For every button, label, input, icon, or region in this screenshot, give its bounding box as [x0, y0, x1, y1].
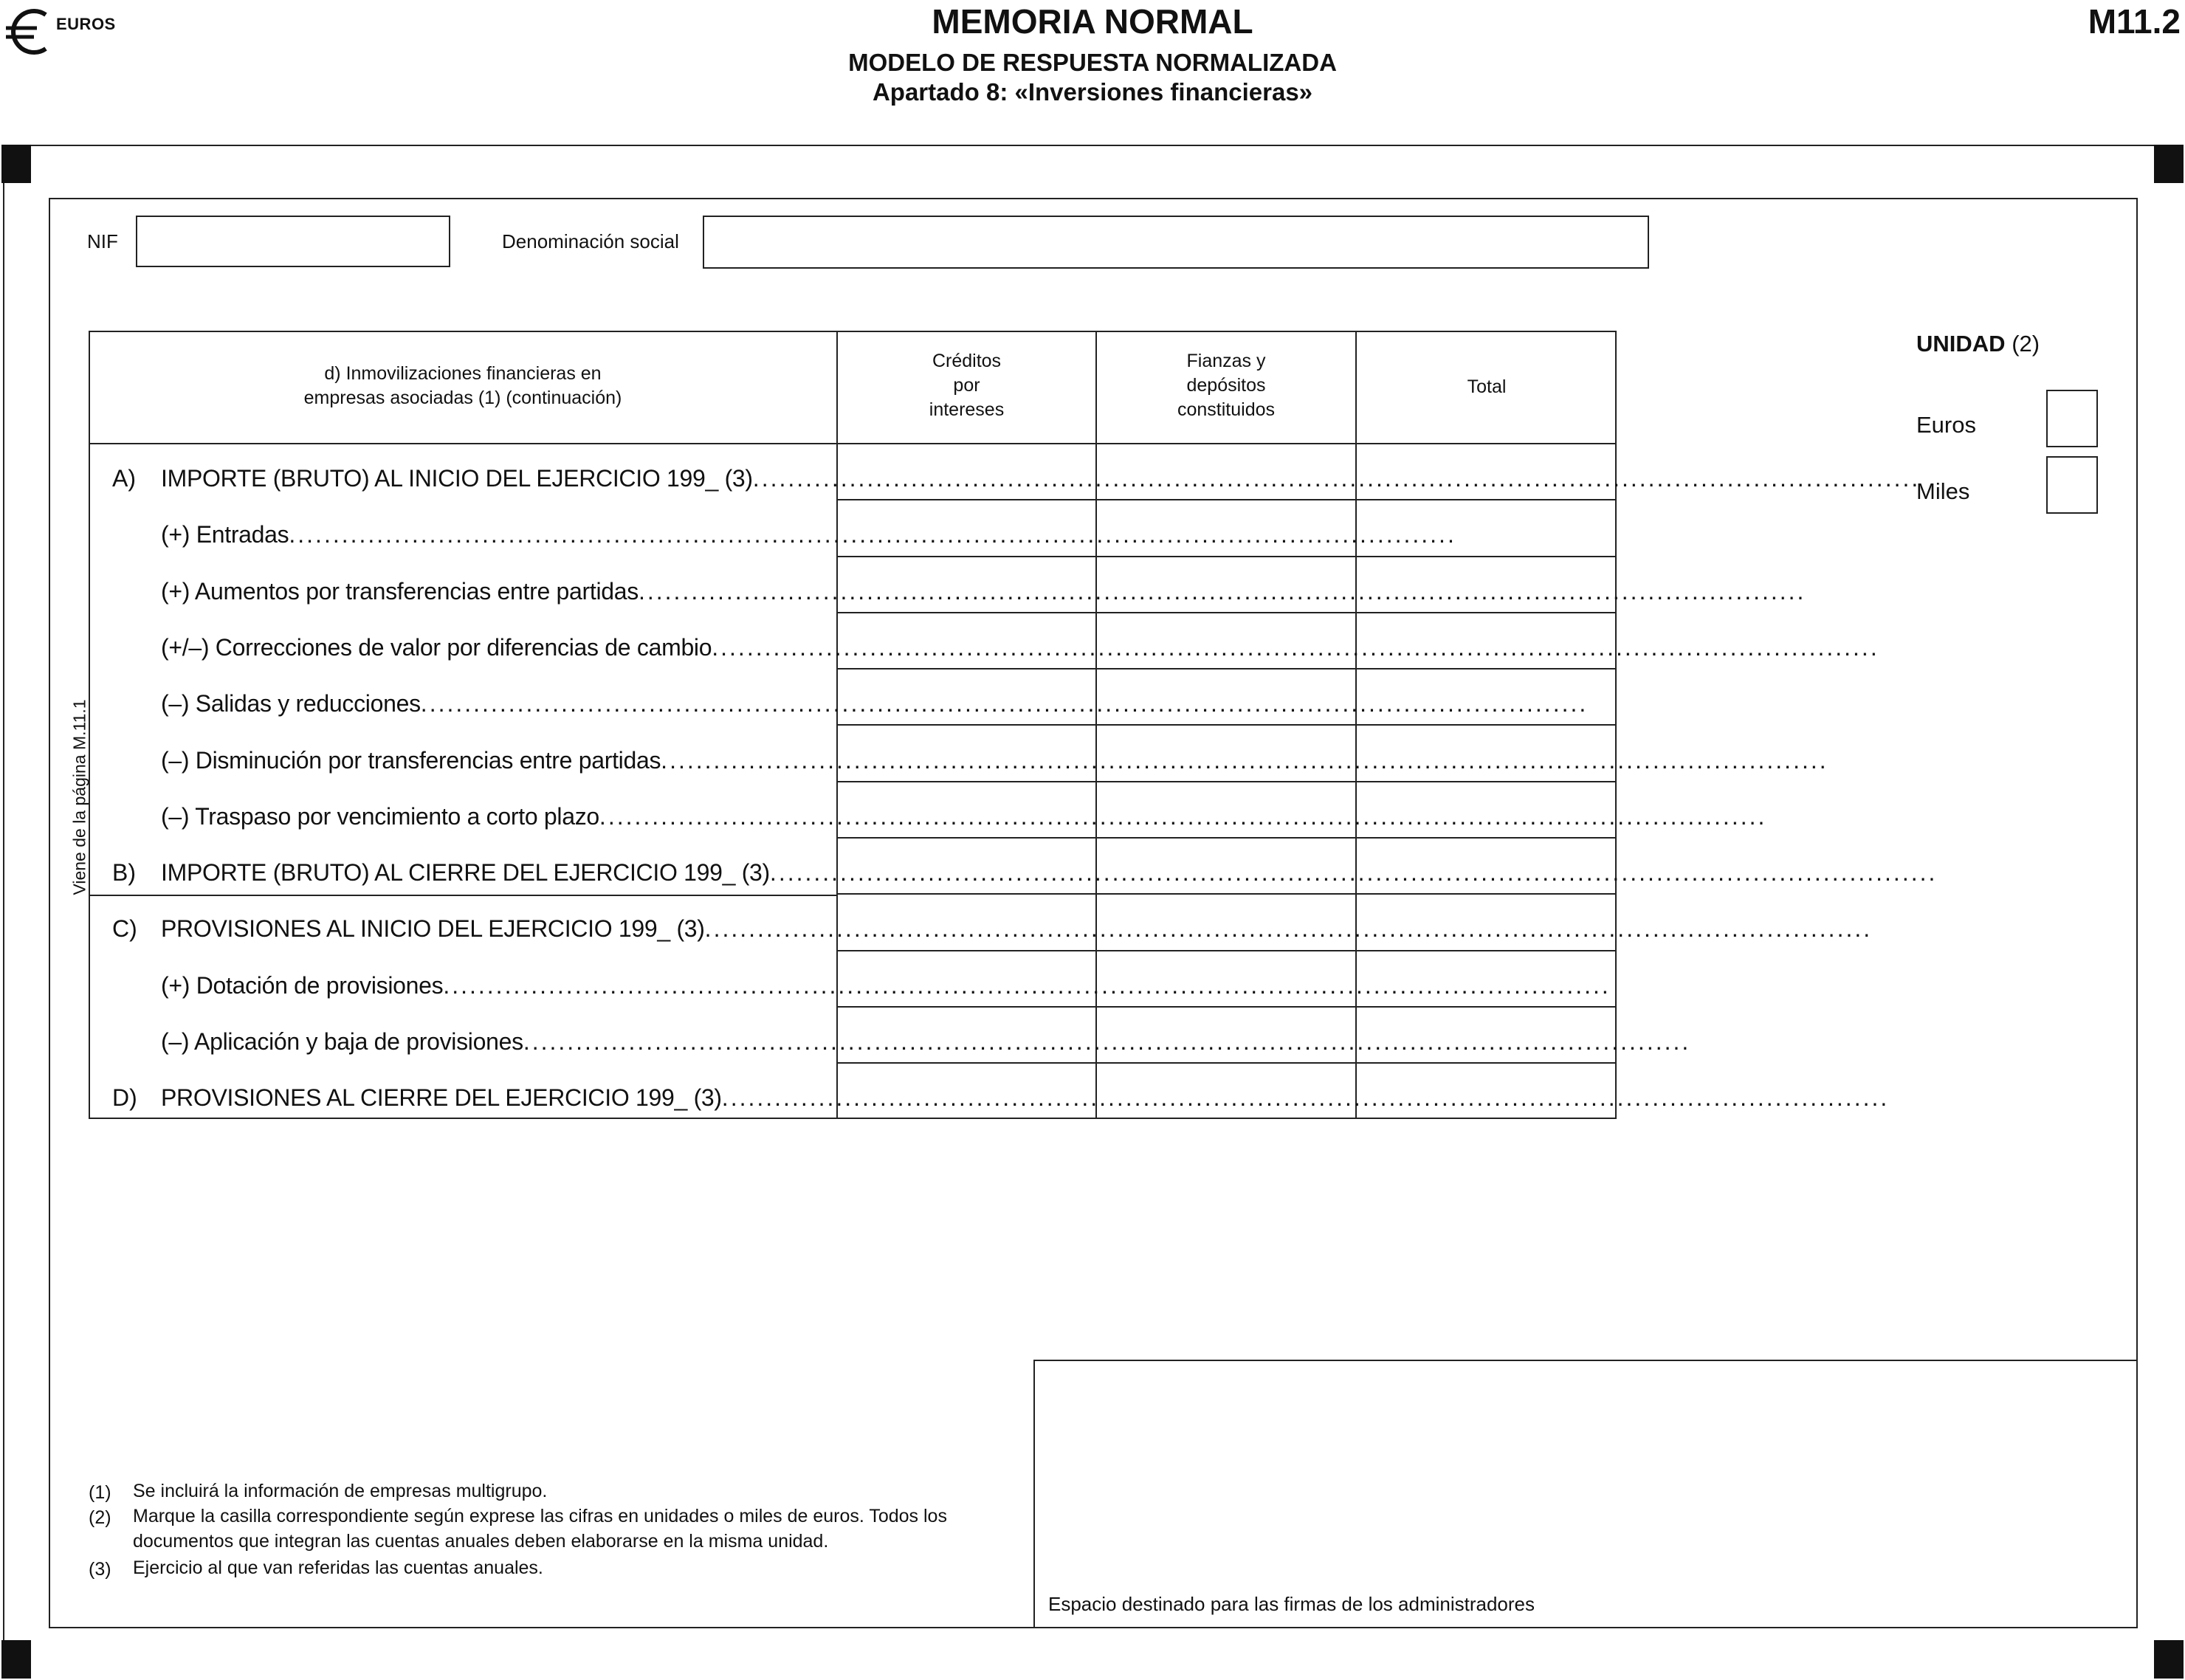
table-cell[interactable] [838, 895, 1095, 951]
row-text: (–) Disminución por transferencias entre partidas [161, 746, 661, 774]
dot-leader: ..................................................................................................................................... [289, 521, 1456, 548]
dot-leader: ..................................................................................................................................... [661, 746, 1828, 774]
table-cell[interactable] [1097, 500, 1355, 557]
nif-field[interactable] [136, 216, 450, 267]
unit-euros-checkbox[interactable] [2046, 390, 2098, 447]
table-cell[interactable] [838, 782, 1095, 839]
unidad-note: (2) [2012, 331, 2040, 357]
row-text: IMPORTE (BRUTO) AL CIERRE DEL EJERCICIO 199_ (3) [161, 859, 770, 887]
row-letter: D) [112, 1084, 137, 1112]
row-letter: A) [112, 465, 136, 492]
row-text: (+/–) Correcciones de valor por diferencias de cambio [161, 633, 712, 661]
footnote-text [133, 1478, 547, 1504]
side-note: Viene de la página M.11.1 [69, 699, 89, 895]
dot-leader: ..................................................................................................................................... [712, 633, 1879, 661]
table-row-label [161, 971, 1611, 999]
table-cell[interactable] [838, 951, 1095, 1008]
column-header-fianzas [1097, 349, 1355, 422]
registration-mark [2154, 1640, 2184, 1679]
row-letter: C) [112, 915, 137, 943]
table-row-label [161, 633, 1879, 661]
footnote-line: Se incluirá la información de empresas multigrupo. [133, 1481, 548, 1501]
table-cell[interactable] [838, 613, 1095, 669]
row-text: (+) Dotación de provisiones [161, 971, 444, 999]
table-cell[interactable] [1357, 1008, 1617, 1064]
row-text: (–) Salidas y reducciones [161, 690, 421, 717]
unit-miles-checkbox[interactable] [2046, 456, 2098, 514]
dot-leader: ..................................................................................................................................... [443, 971, 1611, 999]
table-cell[interactable] [838, 839, 1095, 895]
table-header-line: empresas asociadas (1) (continuación) [303, 388, 622, 408]
denominacion-field[interactable] [703, 216, 1649, 269]
unidad-title: UNIDAD [1916, 331, 2006, 357]
currency-label: EUROS [56, 15, 116, 33]
table-row-label [161, 746, 1828, 774]
footnote-line: Ejercicio al que van referidas las cuentas anuales. [133, 1557, 543, 1578]
dot-leader: ..................................................................................................................................... [704, 915, 1873, 943]
unit-euros-label: Euros [1916, 412, 1976, 438]
column-header-line: depósitos [1186, 375, 1266, 396]
table-cell[interactable] [1097, 1064, 1355, 1120]
table-cell[interactable] [838, 557, 1095, 613]
row-text: PROVISIONES AL CIERRE DEL EJERCICIO 199_ (3) [161, 1084, 722, 1112]
section-divider [89, 895, 837, 896]
table-cell[interactable] [838, 726, 1095, 782]
column-header-line: Total [1467, 376, 1507, 397]
table-cell[interactable] [1357, 557, 1617, 613]
column-header-line: intereses [929, 399, 1005, 420]
footnote-number: (2) [89, 1507, 111, 1528]
table-cell[interactable] [1357, 782, 1617, 839]
table-row-label [161, 915, 1873, 943]
column-header-line: Fianzas y [1186, 351, 1266, 371]
section-title: Apartado 8: «Inversiones financieras» [872, 78, 1313, 106]
row-text: (–) Aplicación y baja de provisiones [161, 1028, 523, 1055]
table-cell[interactable] [1357, 444, 1617, 500]
row-text: PROVISIONES AL INICIO DEL EJERCICIO 199_ (3) [161, 915, 705, 943]
row-text: IMPORTE (BRUTO) AL INICIO DEL EJERCICIO 199_ (3) [161, 465, 753, 492]
table-cell[interactable] [838, 669, 1095, 726]
table-cell[interactable] [1357, 669, 1617, 726]
footnote-text [133, 1555, 543, 1580]
footnote-text [133, 1504, 947, 1554]
table-cell[interactable] [1357, 951, 1617, 1008]
table-cell[interactable] [1097, 782, 1355, 839]
table-cell[interactable] [1097, 669, 1355, 726]
dot-leader: ..................................................................................................................................... [599, 802, 1767, 830]
table-cell[interactable] [838, 1064, 1095, 1120]
table-row-label [161, 859, 1938, 887]
table-row-label [161, 577, 1806, 605]
column-header-total [1357, 375, 1617, 399]
table-cell[interactable] [1097, 1008, 1355, 1064]
footnote-line: documentos que integran las cuentas anuales deben elaborarse en la misma unidad. [133, 1531, 829, 1552]
table-cell[interactable] [1357, 839, 1617, 895]
page-title: MEMORIA NORMAL [932, 2, 1253, 41]
denominacion-label: Denominación social [502, 230, 679, 252]
registration-mark [1, 1640, 31, 1679]
footnote-number: (3) [89, 1559, 111, 1580]
table-row-label [161, 521, 1456, 548]
signature-label: Espacio destinado para las firmas de los administradores [1048, 1593, 1535, 1615]
unidad-label [1916, 331, 2040, 357]
table-cell[interactable] [1097, 557, 1355, 613]
table-cell[interactable] [838, 500, 1095, 557]
row-letter: B) [112, 859, 136, 887]
table-cell[interactable] [1357, 500, 1617, 557]
nif-label: NIF [87, 230, 118, 252]
row-text: (+) Entradas [161, 521, 289, 548]
table-cell[interactable] [838, 444, 1095, 500]
table-cell[interactable] [1097, 895, 1355, 951]
dot-leader: ..................................................................................................................................... [721, 1084, 1890, 1112]
table-header-label [90, 362, 836, 410]
dot-leader: ..................................................................................................................................... [523, 1028, 1691, 1055]
page-subtitle: MODELO DE RESPUESTA NORMALIZADA [848, 49, 1337, 76]
unit-miles-label: Miles [1916, 478, 1970, 504]
column-header-line: Créditos [932, 351, 1002, 371]
table-cell[interactable] [1097, 839, 1355, 895]
table-cell[interactable] [1357, 613, 1617, 669]
footnote-line: Marque la casilla correspondiente según exprese las cifras en unidades o miles de euros. Todos los [133, 1506, 947, 1526]
table-cell[interactable] [1097, 444, 1355, 500]
table-cell[interactable] [1357, 1064, 1617, 1120]
dot-leader: ..................................................................................................................................... [752, 465, 1921, 492]
table-row-label [161, 1084, 1890, 1112]
registration-mark [2154, 145, 2184, 183]
table-row-label [161, 465, 1921, 492]
row-text: (+) Aumentos por transferencias entre partidas [161, 577, 639, 605]
dot-leader: ..................................................................................................................................... [769, 859, 1938, 887]
table-cell[interactable] [838, 1008, 1095, 1064]
dot-leader: ..................................................................................................................................... [420, 690, 1589, 717]
form-code: M11.2 [2088, 2, 2181, 41]
row-text: (–) Traspaso por vencimiento a corto plazo [161, 802, 599, 830]
table-cell[interactable] [1097, 726, 1355, 782]
signature-area[interactable] [1033, 1360, 2138, 1628]
column-header-line: constituidos [1177, 399, 1276, 420]
table-row-label [161, 802, 1767, 830]
dot-leader: ..................................................................................................................................... [638, 577, 1806, 605]
table-row-label [161, 1028, 1691, 1056]
table-cell[interactable] [1097, 613, 1355, 669]
column-header-creditos [838, 349, 1095, 422]
table-cell[interactable] [1357, 895, 1617, 951]
table-row-label [161, 690, 1589, 717]
footnote-number: (1) [89, 1482, 111, 1503]
registration-mark [1, 145, 31, 183]
table-cell[interactable] [1357, 726, 1617, 782]
column-header-line: por [953, 375, 980, 396]
table-cell[interactable] [1097, 951, 1355, 1008]
table-header-line: d) Inmovilizaciones financieras en [324, 363, 602, 384]
